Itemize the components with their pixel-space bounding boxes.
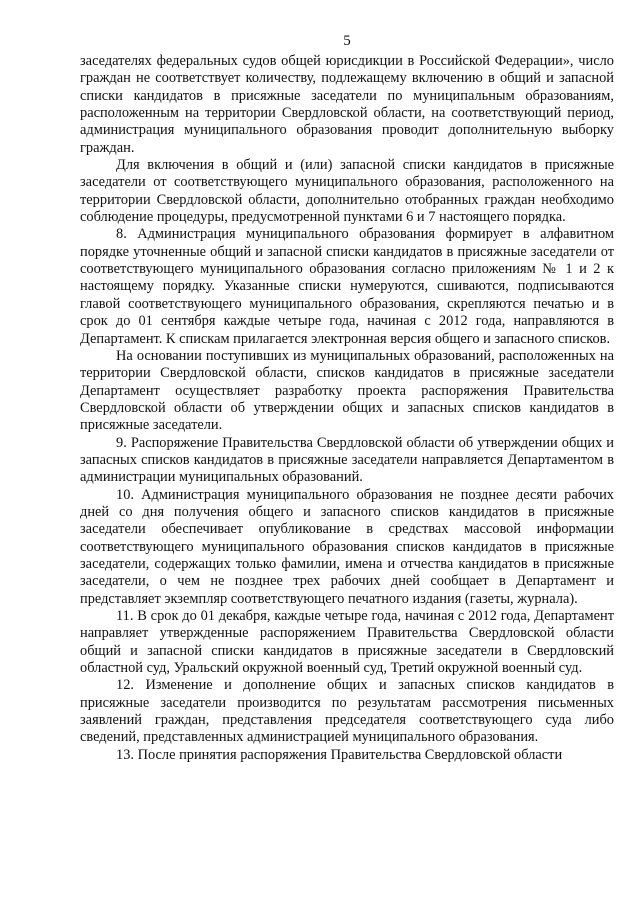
paragraph-continuation: заседателях федеральных судов общей юрисдикции в Российской Федерации», число граждан не соответствует количеству, подлежащему включению в общий и запасной списки кандидатов в присяжные заседатели по муниципальным образованиям, расположенным на территории Свердловской области, на соответствующий период, администрация муниципального образования проводит дополнительную выборку граждан. xyxy=(80,53,614,156)
paragraph-additional-selection: Для включения в общий и (или) запасной списки кандидатов в присяжные заседатели от соответствующего муниципального образования, расположенного на территории Свердловской области, дополнительно отобранных граждан необходимо соблюдение процедуры, предусмотренной пунктами 6 и 7 настоящего порядка. xyxy=(80,157,614,226)
paragraph-item-11: 11. В срок до 01 декабря, каждые четыре года, начиная с 2012 года, Департамент направляет утвержденные распоряжением Правительства Свердловской области общий и запасной списки кандидатов в присяжные заседатели в Свердловский областной суд, Уральский окружной военный суд, Третий окружной военный суд. xyxy=(80,608,614,677)
paragraph-item-12: 12. Изменение и дополнение общих и запасных списков кандидатов в присяжные заседатели производится по результатам рассмотрения письменных заявлений граждан, представления председателя соответствующего суда либо сведений, представленных администрацией муниципального образования. xyxy=(80,677,614,746)
paragraph-item-8: 8. Администрация муниципального образования формирует в алфавитном порядке уточненные общий и запасной списки кандидатов в присяжные заседатели от соответствующего муниципального образования согласно приложениям № 1 и 2 к настоящему порядку. Указанные списки нумеруются, сшиваются, подписываются главой соответствующего муниципального образования, скрепляются печатью и в срок до 01 сентября каждые четыре года, начиная с 2012 года, направляются в Департамент. К спискам прилагается электронная версия общего и запасного списков. xyxy=(80,226,614,347)
paragraph-item-9: 9. Распоряжение Правительства Свердловской области об утверждении общих и запасных списков кандидатов в присяжные заседатели направляется Департаментом в администрации муниципальных образований. xyxy=(80,434,614,486)
paragraph-item-10: 10. Администрация муниципального образования не позднее десяти рабочих дней со дня получения общего и запасного списков кандидатов в присяжные заседатели обеспечивает опубликование в средствах массовой информации соответствующего муниципального образования списков кандидатов в присяжные заседатели, содержащих только фамилии, имена и отчества кандидатов в присяжные заседатели, о чем не позднее трех рабочих дней сообщает в Департамент и представляет экземпляр соответствующего печатного издания (газеты, журнала). xyxy=(80,486,614,607)
page-number: 5 xyxy=(343,33,351,49)
document-page xyxy=(80,32,614,764)
paragraph-draft-order: На основании поступивших из муниципальных образований, расположенных на территории Свердловской области, списков кандидатов в присяжные заседатели Департамент осуществляет разработку проекта распоряжения Правительства Свердловской области об утверждении общих и запасных списков кандидатов в присяжные заседатели. xyxy=(80,347,614,434)
paragraph-item-13: 13. После принятия распоряжения Правительства Свердловской области xyxy=(116,746,563,763)
